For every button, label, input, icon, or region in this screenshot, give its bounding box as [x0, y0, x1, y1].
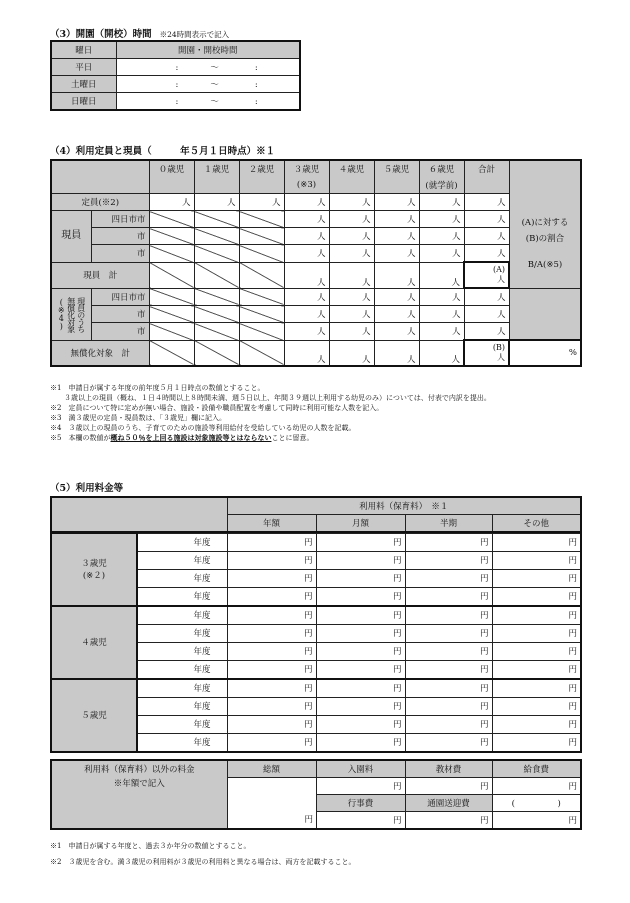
fiscal-year-cell[interactable]: 年度	[137, 733, 227, 752]
col-monthly: 月額	[316, 515, 405, 533]
fee-amount-cell[interactable]: 円	[227, 551, 316, 569]
mark-b: (B)	[492, 342, 505, 352]
slash-cell	[194, 323, 239, 341]
city-label: 四日市市	[91, 211, 149, 228]
col-annual: 年額	[227, 515, 316, 533]
fee-amount-cell[interactable]: 円	[227, 569, 316, 587]
fee-amount-cell[interactable]: 円	[492, 533, 581, 551]
slash-cell	[239, 288, 284, 306]
capacity-total[interactable]: 人	[464, 194, 509, 211]
count-cell[interactable]: 人	[419, 340, 464, 366]
corner-cell	[51, 160, 149, 194]
count-cell[interactable]: 人	[329, 228, 374, 245]
free-total-label: 無償化対象 計	[51, 340, 149, 366]
fiscal-year-cell[interactable]: 年度	[137, 715, 227, 733]
count-cell[interactable]: 人	[284, 262, 329, 288]
fiscal-year-cell[interactable]: 年度	[137, 697, 227, 715]
current-row-city2	[51, 228, 581, 245]
count-cell[interactable]: 人	[374, 262, 419, 288]
city-label: 市	[91, 306, 149, 323]
capacity-age6[interactable]: 人	[419, 194, 464, 211]
opening-hours-table	[50, 40, 301, 111]
section3-title: （3）開園（開校）時間 ※24時間表示で記入	[50, 29, 230, 40]
section5-notes: ※1 申請日が属する年度と、過去３か年分の数値とすること。 ※2 ３歳児を含む。満３歳児の利用料が３歳児の利用料と異なる場合は、両方を記載すること。	[50, 842, 356, 866]
slash-cell	[149, 262, 194, 288]
age5-header: ５歳児	[374, 160, 419, 194]
fee-amount-cell[interactable]: 円	[316, 679, 405, 698]
count-cell[interactable]: 人	[419, 323, 464, 341]
free-row-city1	[51, 288, 581, 306]
capacity-table	[50, 159, 582, 367]
age2-header: ２歳児	[239, 160, 284, 194]
other-fees-table	[50, 759, 582, 830]
fees-table	[50, 496, 582, 533]
hours-input[interactable]: : 〜 :	[116, 59, 300, 76]
fee-amount-cell[interactable]: 円	[492, 715, 581, 733]
fee-amount-cell[interactable]: 円	[316, 660, 405, 679]
custom-fee[interactable]: 円	[492, 812, 581, 830]
fee-amount-cell[interactable]: 円	[405, 606, 492, 625]
slash-cell	[239, 306, 284, 323]
fees-corner	[51, 497, 227, 532]
slash-cell	[149, 288, 194, 306]
fee-amount-cell[interactable]: 円	[227, 587, 316, 606]
count-cell[interactable]: 人	[374, 245, 419, 263]
count-cell[interactable]: 人	[329, 340, 374, 366]
count-cell[interactable]: 人	[464, 288, 509, 306]
capacity-age1[interactable]: 人	[194, 194, 239, 211]
hours-input[interactable]: : 〜 :	[116, 93, 300, 111]
fiscal-year-cell[interactable]: 年度	[137, 679, 227, 698]
other-fees-label: 利用料（保育料）以外の料金 ※年額で記入	[51, 760, 227, 829]
total-b-cell[interactable]: (B) 人	[464, 340, 509, 366]
capacity-label: 定員(※2)	[51, 194, 149, 211]
count-cell[interactable]: 人	[329, 262, 374, 288]
count-cell[interactable]: 人	[329, 245, 374, 263]
count-cell[interactable]: 人	[284, 323, 329, 341]
fee-amount-cell[interactable]: 円	[492, 624, 581, 642]
count-cell[interactable]: 人	[464, 306, 509, 323]
age3-sub: (※3)	[284, 177, 329, 194]
slash-cell	[149, 211, 194, 228]
slash-cell	[194, 306, 239, 323]
fiscal-year-cell[interactable]: 年度	[137, 660, 227, 679]
age4-header: ４歳児	[329, 160, 374, 194]
free-total-row	[51, 340, 581, 366]
fiscal-year-cell[interactable]: 年度	[137, 587, 227, 606]
age3-header: ３歳児	[284, 160, 329, 177]
age6-sub: (就学前)	[419, 177, 464, 194]
count-cell[interactable]: 人	[419, 228, 464, 245]
bus-head: 通園送迎費	[405, 795, 492, 812]
count-cell[interactable]: 人	[464, 211, 509, 228]
count-cell[interactable]: 人	[329, 288, 374, 306]
slash-cell	[194, 228, 239, 245]
slash-cell	[149, 340, 194, 366]
capacity-age3[interactable]: 人	[284, 194, 329, 211]
fee-amount-cell[interactable]: 円	[492, 569, 581, 587]
capacity-age2[interactable]: 人	[239, 194, 284, 211]
current-label: 現員	[51, 211, 91, 263]
fee-row	[51, 533, 581, 551]
fiscal-year-cell[interactable]: 年度	[137, 551, 227, 569]
total-head: 総額	[227, 760, 316, 778]
section4-notes: ※1 申請日が属する年度の前年度５月１日時点の数値とすること。 ３歳以上の現員（概ね、１日４時間以上８時間未満、週５日以上、年間３９週以上利用する幼児のみ）については、付表で内訳を提出。 ※2 定員について特に定めが無い場合、施設・設備や職員配置を考慮して同時に利用可能な人数を記入。 ※3 満３歳児の定員・現員数は、「３歳児」欄に記入。 ※4 ３歳以上の現員のうち、子育てのための施設等利用給付を受給している幼児の人数を記載。 ※5 本欄の数値が概ね５０％を上回る施設は対象施設等とはならないことに留意。	[50, 384, 491, 442]
ratio-label-cell: (A)に対する (B)の割合 B/A(※5)	[509, 160, 581, 288]
header-day: 曜日	[51, 41, 116, 59]
fee-amount-cell[interactable]: 円	[492, 733, 581, 752]
fee-amount-cell[interactable]: 円	[405, 715, 492, 733]
fee-amount-cell[interactable]: 円	[316, 642, 405, 660]
fee-amount-cell[interactable]: 円	[227, 642, 316, 660]
count-cell[interactable]: 人	[419, 288, 464, 306]
city-label: 市	[91, 245, 149, 263]
fee-amount-cell[interactable]: 円	[405, 679, 492, 698]
fee-amount-cell[interactable]: 円	[405, 533, 492, 551]
slash-cell	[239, 228, 284, 245]
fiscal-year-cell[interactable]: 年度	[137, 642, 227, 660]
city-label: 市	[91, 228, 149, 245]
fiscal-year-cell[interactable]: 年度	[137, 569, 227, 587]
current-row-city1	[51, 211, 581, 228]
count-cell[interactable]: 人	[374, 306, 419, 323]
free-label: (※4) 無償化対象 現員のうち	[51, 288, 91, 340]
count-cell[interactable]: 人	[464, 228, 509, 245]
current-row-city3	[51, 245, 581, 263]
count-cell[interactable]: 人	[329, 323, 374, 341]
slash-cell	[149, 306, 194, 323]
header-hours: 開園・開校時間	[116, 41, 300, 59]
count-cell[interactable]: 人	[419, 211, 464, 228]
capacity-row	[51, 194, 581, 211]
fee-amount-cell[interactable]: 円	[405, 733, 492, 752]
count-cell[interactable]: 人	[374, 228, 419, 245]
slash-cell	[149, 228, 194, 245]
age1-header: １歳児	[194, 160, 239, 194]
free-row-city2	[51, 306, 581, 323]
current-total-row	[51, 262, 581, 288]
free-row-city3	[51, 323, 581, 341]
fee-amount-cell[interactable]: 円	[316, 733, 405, 752]
count-cell[interactable]: 人	[419, 245, 464, 263]
mark-a: (A)	[492, 265, 505, 274]
fee-amount-cell[interactable]: 円	[316, 715, 405, 733]
fee-row	[51, 606, 581, 625]
fee-amount-cell[interactable]: 円	[405, 660, 492, 679]
slash-cell	[149, 245, 194, 263]
events-head: 行事費	[316, 795, 405, 812]
count-cell[interactable]: 人	[374, 288, 419, 306]
age6-header: ６歳児	[419, 160, 464, 177]
total-header: 合計	[464, 160, 509, 194]
fee-amount-cell[interactable]: 円	[227, 533, 316, 551]
hours-row-weekday	[51, 59, 300, 76]
fee-amount-cell[interactable]: 円	[492, 587, 581, 606]
slash-cell	[239, 245, 284, 263]
slash-cell	[239, 340, 284, 366]
count-cell[interactable]: 人	[284, 288, 329, 306]
capacity-age0[interactable]: 人	[149, 194, 194, 211]
age-group-label: ４歳児	[51, 606, 137, 679]
fee-amount-cell[interactable]: 円	[316, 606, 405, 625]
entrance-fee[interactable]: 円	[316, 778, 405, 795]
count-cell[interactable]: 人	[284, 211, 329, 228]
fee-amount-cell[interactable]: 円	[316, 569, 405, 587]
fee-amount-cell[interactable]: 円	[492, 606, 581, 625]
fees-body	[50, 532, 582, 753]
fiscal-year-cell[interactable]: 年度	[137, 606, 227, 625]
hours-row-sunday	[51, 93, 300, 111]
fee-amount-cell[interactable]: 円	[316, 624, 405, 642]
fee-amount-cell[interactable]: 円	[405, 697, 492, 715]
city-label: 四日市市	[91, 288, 149, 306]
fee-amount-cell[interactable]: 円	[492, 697, 581, 715]
count-cell[interactable]: 人	[284, 306, 329, 323]
entrance-head: 入園料	[316, 760, 405, 778]
fee-amount-cell[interactable]: 円	[405, 551, 492, 569]
fee-amount-cell[interactable]: 円	[492, 679, 581, 698]
current-total-label: 現員 計	[51, 262, 149, 288]
count-cell[interactable]: 人	[419, 262, 464, 288]
section4-title: （4）利用定員と現員（ 年５月１日時点）※１	[50, 146, 276, 157]
col-half: 半期	[405, 515, 492, 533]
slash-cell	[239, 262, 284, 288]
fee-row	[51, 679, 581, 698]
fee-amount-cell[interactable]: 円	[227, 606, 316, 625]
fee-amount-cell[interactable]: 円	[316, 533, 405, 551]
hours-row-saturday	[51, 76, 300, 93]
materials-fee[interactable]: 円	[405, 778, 492, 795]
fee-amount-cell[interactable]: 円	[227, 697, 316, 715]
slash-cell	[194, 288, 239, 306]
slash-cell	[239, 323, 284, 341]
slash-cell	[194, 262, 239, 288]
slash-cell	[194, 245, 239, 263]
capacity-age4[interactable]: 人	[329, 194, 374, 211]
capacity-age5[interactable]: 人	[374, 194, 419, 211]
events-fee[interactable]: 円	[316, 812, 405, 830]
ratio-filler	[509, 288, 581, 340]
fee-amount-cell[interactable]: 円	[492, 660, 581, 679]
count-cell[interactable]: 人	[284, 228, 329, 245]
fee-amount-cell[interactable]: 円	[227, 733, 316, 752]
age-group-label: ５歳児	[51, 679, 137, 752]
count-cell[interactable]: 人	[284, 245, 329, 263]
age-group-label: ３歳児 (※２)	[51, 533, 137, 606]
slash-cell	[239, 211, 284, 228]
city-label: 市	[91, 323, 149, 341]
custom-head[interactable]: ( )	[492, 795, 581, 812]
count-cell[interactable]: 人	[374, 211, 419, 228]
day-label: 土曜日	[51, 76, 116, 93]
slash-cell	[194, 340, 239, 366]
fee-amount-cell[interactable]: 円	[227, 624, 316, 642]
meals-head: 給食費	[492, 760, 581, 778]
fiscal-year-cell[interactable]: 年度	[137, 533, 227, 551]
bus-fee[interactable]: 円	[405, 812, 492, 830]
count-cell[interactable]: 人	[419, 306, 464, 323]
slash-cell	[194, 211, 239, 228]
fee-amount-cell[interactable]: 円	[405, 587, 492, 606]
total-a-cell[interactable]: (A) 人	[464, 262, 509, 288]
age0-header: ０歳児	[149, 160, 194, 194]
section5-title: （5）利用料金等	[50, 483, 124, 494]
fee-amount-cell[interactable]: 円	[316, 697, 405, 715]
fee-amount-cell[interactable]: 円	[405, 642, 492, 660]
ratio-percent-cell[interactable]: %	[509, 340, 581, 366]
fee-amount-cell[interactable]: 円	[227, 660, 316, 679]
fee-amount-cell[interactable]: 円	[316, 587, 405, 606]
count-cell[interactable]: 人	[464, 245, 509, 263]
fee-amount-cell[interactable]: 円	[405, 624, 492, 642]
fee-amount-cell[interactable]: 円	[316, 551, 405, 569]
fee-amount-cell[interactable]: 円	[492, 551, 581, 569]
slash-cell	[149, 323, 194, 341]
fee-amount-cell[interactable]: 円	[405, 569, 492, 587]
meals-fee[interactable]: 円	[492, 778, 581, 795]
day-label: 平日	[51, 59, 116, 76]
fiscal-year-cell[interactable]: 年度	[137, 624, 227, 642]
fee-amount-cell[interactable]: 円	[227, 715, 316, 733]
count-cell[interactable]: 人	[464, 323, 509, 341]
materials-head: 教材費	[405, 760, 492, 778]
fee-amount-cell[interactable]: 円	[227, 679, 316, 698]
total-fee-yen: 円	[304, 815, 313, 825]
count-cell[interactable]: 人	[329, 211, 374, 228]
count-cell[interactable]: 人	[329, 306, 374, 323]
fees-header: 利用料（保育料） ※１	[227, 497, 581, 515]
day-label: 日曜日	[51, 93, 116, 111]
fee-amount-cell[interactable]: 円	[492, 642, 581, 660]
col-other: その他	[492, 515, 581, 533]
count-cell[interactable]: 人	[374, 323, 419, 341]
count-cell[interactable]: 人	[284, 340, 329, 366]
hours-input[interactable]: : 〜 :	[116, 76, 300, 93]
count-cell[interactable]: 人	[374, 340, 419, 366]
section3-note: ※24時間表示で記入	[159, 30, 230, 39]
